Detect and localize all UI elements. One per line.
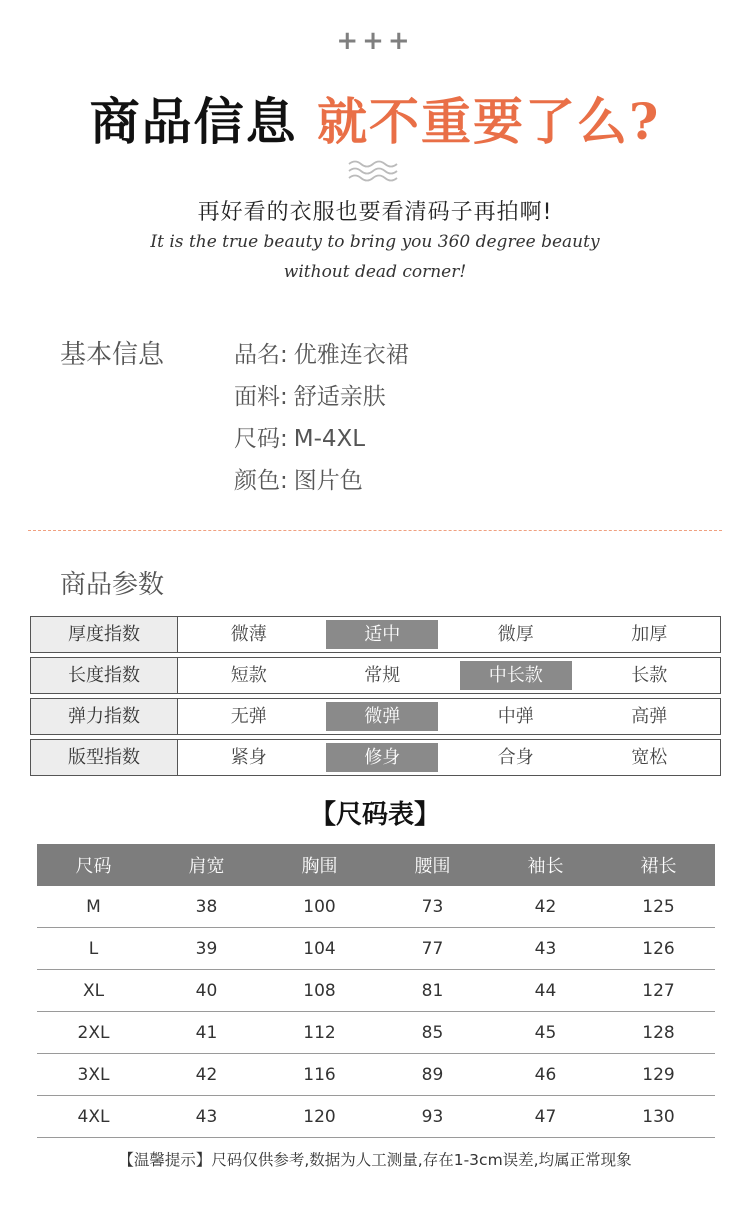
basic-info-label: 尺码: xyxy=(234,426,288,452)
table-cell: 45 xyxy=(489,1012,602,1054)
basic-info-label: 品名: xyxy=(234,342,288,368)
table-row xyxy=(37,1012,715,1054)
param-option: 无弹 xyxy=(230,706,267,727)
table-column-header: 肩宽 xyxy=(150,844,263,886)
table-cell: 40 xyxy=(150,970,263,1012)
param-option-selected: 修身 xyxy=(326,743,438,772)
table-cell: 42 xyxy=(150,1054,263,1096)
table-cell: 44 xyxy=(489,970,602,1012)
table-column-header: 裙长 xyxy=(602,844,715,886)
table-cell: 128 xyxy=(602,1012,715,1054)
param-label: 厚度指数 xyxy=(31,617,178,652)
basic-info-label: 颜色: xyxy=(234,468,288,494)
table-cell: 100 xyxy=(263,886,376,928)
table-cell: 43 xyxy=(150,1096,263,1138)
param-option: 微厚 xyxy=(497,624,534,645)
param-options xyxy=(178,702,720,731)
table-column-header: 袖长 xyxy=(489,844,602,886)
basic-info-row xyxy=(234,462,363,495)
table-cell: 42 xyxy=(489,886,602,928)
table-cell: 93 xyxy=(376,1096,489,1138)
table-cell: 85 xyxy=(376,1012,489,1054)
param-label: 长度指数 xyxy=(31,658,178,693)
table-row xyxy=(37,1096,715,1138)
wave-lines-icon xyxy=(345,158,405,184)
subtitle: 再好看的衣服也要看清码子再拍啊! xyxy=(197,200,553,225)
table-cell: 112 xyxy=(263,1012,376,1054)
param-row xyxy=(30,698,721,735)
param-option-selected: 中长款 xyxy=(460,661,572,690)
basic-info-value: 优雅连衣裙 xyxy=(293,342,409,368)
divider xyxy=(28,530,722,531)
table-cell: 47 xyxy=(489,1096,602,1138)
param-options xyxy=(178,743,720,772)
param-label: 版型指数 xyxy=(31,740,178,775)
table-cell: 38 xyxy=(150,886,263,928)
table-column-header: 胸围 xyxy=(263,844,376,886)
table-cell: 108 xyxy=(263,970,376,1012)
title-dark-text: 商品信息 xyxy=(89,92,298,151)
param-option: 加厚 xyxy=(631,624,668,645)
table-cell: 104 xyxy=(263,928,376,970)
param-option: 高弹 xyxy=(631,706,668,727)
table-cell: XL xyxy=(37,970,150,1012)
param-options xyxy=(178,620,720,649)
param-row xyxy=(30,657,721,694)
plus-marks: +++ xyxy=(336,26,414,56)
table-cell: 127 xyxy=(602,970,715,1012)
table-cell: 39 xyxy=(150,928,263,970)
param-option: 长款 xyxy=(631,665,668,686)
size-table-header xyxy=(37,844,715,886)
param-option-selected: 适中 xyxy=(326,620,438,649)
table-cell: 3XL xyxy=(37,1054,150,1096)
basic-info-title: 基本信息 xyxy=(60,340,165,370)
param-option: 短款 xyxy=(230,665,267,686)
size-table-title: 【尺码表】 xyxy=(309,800,440,830)
table-row xyxy=(37,886,715,928)
param-option: 紧身 xyxy=(230,747,267,768)
size-table xyxy=(37,844,715,1138)
basic-info-row xyxy=(234,336,409,369)
table-cell: 46 xyxy=(489,1054,602,1096)
script-tagline-2: without dead corner! xyxy=(283,262,467,282)
table-cell: 89 xyxy=(376,1054,489,1096)
table-cell: 120 xyxy=(263,1096,376,1138)
param-option-selected: 微弹 xyxy=(326,702,438,731)
param-option: 微薄 xyxy=(230,624,267,645)
table-row xyxy=(37,928,715,970)
page-title xyxy=(0,82,750,154)
table-cell: 41 xyxy=(150,1012,263,1054)
table-cell: 2XL xyxy=(37,1012,150,1054)
size-note: 【温馨提示】尺码仅供参考,数据为人工测量,存在1-3cm误差,均属正常现象 xyxy=(118,1151,632,1169)
param-option: 合身 xyxy=(497,747,534,768)
table-cell: M xyxy=(37,886,150,928)
basic-info-label: 面料: xyxy=(234,384,288,410)
basic-info-row xyxy=(234,420,365,453)
params-title: 商品参数 xyxy=(60,570,165,600)
table-cell: L xyxy=(37,928,150,970)
table-cell: 73 xyxy=(376,886,489,928)
table-cell: 126 xyxy=(602,928,715,970)
param-row xyxy=(30,739,721,776)
param-row xyxy=(30,616,721,653)
param-option: 中弹 xyxy=(497,706,534,727)
table-cell: 43 xyxy=(489,928,602,970)
basic-info-value: 舒适亲肤 xyxy=(293,384,386,410)
script-tagline-1: It is the true beauty to bring you 360 degree beauty xyxy=(150,232,600,252)
table-cell: 129 xyxy=(602,1054,715,1096)
table-cell: 81 xyxy=(376,970,489,1012)
table-cell: 4XL xyxy=(37,1096,150,1138)
param-option: 宽松 xyxy=(631,747,668,768)
basic-info-value: M-4XL xyxy=(293,426,366,452)
table-cell: 116 xyxy=(263,1054,376,1096)
table-cell: 130 xyxy=(602,1096,715,1138)
param-label: 弹力指数 xyxy=(31,699,178,734)
title-accent-text: 就不重要了么? xyxy=(317,92,661,151)
basic-info-value: 图片色 xyxy=(293,468,363,494)
param-option: 常规 xyxy=(364,665,401,686)
table-column-header: 尺码 xyxy=(37,844,150,886)
table-row xyxy=(37,1054,715,1096)
table-cell: 77 xyxy=(376,928,489,970)
table-cell: 125 xyxy=(602,886,715,928)
table-column-header: 腰围 xyxy=(376,844,489,886)
basic-info-row xyxy=(234,378,386,411)
param-options xyxy=(178,661,720,690)
table-row xyxy=(37,970,715,1012)
